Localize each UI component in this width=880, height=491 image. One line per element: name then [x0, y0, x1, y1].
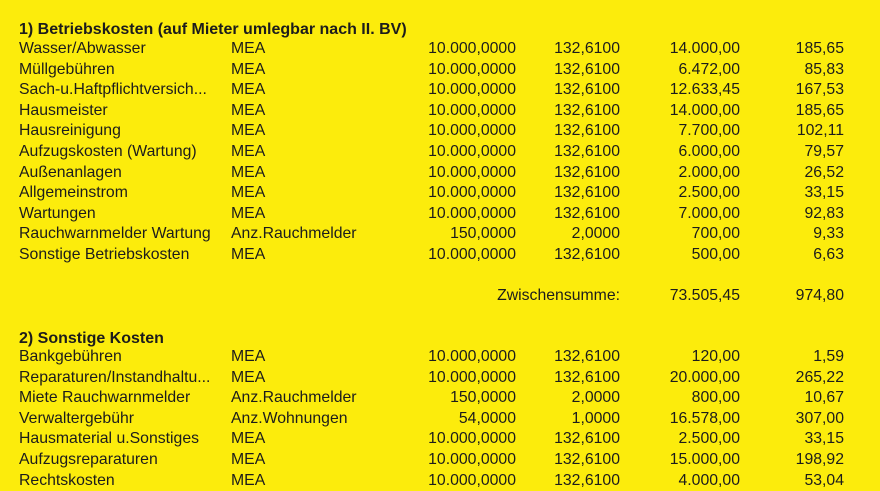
- total-cost: 2.000,00: [678, 163, 740, 181]
- total-cost: 2.500,00: [678, 430, 740, 448]
- total-units: 10.000,0000: [428, 471, 516, 489]
- tenant-share-amount: 167,53: [795, 81, 844, 99]
- tenant-share-amount: 102,11: [796, 122, 844, 140]
- table-row: [0, 80, 880, 101]
- cost-item-name: Aufzugsreparaturen: [19, 451, 158, 468]
- total-units: 10.000,0000: [428, 348, 516, 365]
- unit-share: 132,6100: [554, 204, 620, 222]
- unit-share: 1,0000: [571, 409, 620, 427]
- tenant-share-amount: 26,52: [804, 163, 844, 181]
- total-units: 10.000,0000: [428, 204, 516, 222]
- subtotal-amount: 974,80: [795, 287, 844, 304]
- cost-item-name: Wartungen: [19, 204, 96, 222]
- total-units: 10.000,0000: [428, 101, 516, 119]
- table-row: [0, 471, 880, 491]
- subtotal-label: Zwischensumme:: [497, 287, 620, 304]
- unit-share: 132,6100: [554, 101, 620, 119]
- table-row: [0, 163, 880, 184]
- section1-subtotal-row: [0, 285, 880, 306]
- allocation-key: MEA: [231, 246, 266, 263]
- table-row: [0, 39, 880, 60]
- unit-share: 132,6100: [554, 451, 620, 468]
- table-row: [0, 245, 880, 266]
- table-row: [0, 450, 880, 471]
- tenant-share-amount: 53,04: [804, 471, 844, 489]
- table-row: [0, 388, 880, 409]
- allocation-key: MEA: [231, 368, 266, 386]
- cost-item-name: Aufzugskosten (Wartung): [19, 143, 197, 160]
- tenant-share-amount: 265,22: [795, 368, 844, 386]
- allocation-key: MEA: [231, 122, 266, 140]
- table-row: [0, 368, 880, 389]
- unit-share: 132,6100: [554, 471, 620, 489]
- allocation-key: MEA: [231, 430, 266, 448]
- total-units: 54,0000: [458, 409, 516, 427]
- cost-item-name: Hausmaterial u.Sonstiges: [19, 430, 199, 448]
- section1-title: 1) Betriebskosten (auf Mieter umlegbar nach II. BV): [19, 21, 407, 38]
- total-units: 10.000,0000: [428, 163, 516, 181]
- allocation-key: MEA: [231, 471, 266, 489]
- cost-item-name: Allgemeinstrom: [19, 184, 128, 202]
- subtotal-cost: 73.505,45: [669, 287, 740, 304]
- total-cost: 700,00: [691, 225, 740, 243]
- unit-share: 132,6100: [554, 122, 620, 140]
- allocation-key: MEA: [231, 143, 266, 160]
- tenant-share-amount: 92,83: [804, 204, 844, 222]
- total-cost: 6.472,00: [678, 60, 740, 78]
- allocation-key: MEA: [231, 451, 266, 468]
- tenant-share-amount: 307,00: [795, 409, 844, 427]
- tenant-share-amount: 185,65: [795, 101, 844, 119]
- total-units: 10.000,0000: [428, 60, 516, 78]
- cost-item-name: Reparaturen/Instandhaltu...: [19, 368, 211, 386]
- table-row: [0, 142, 880, 163]
- total-units: 150,0000: [450, 389, 516, 407]
- cost-item-name: Sonstige Betriebskosten: [19, 246, 190, 263]
- total-cost: 6.000,00: [678, 143, 740, 160]
- unit-share: 132,6100: [554, 348, 620, 365]
- cost-item-name: Hausreinigung: [19, 122, 121, 140]
- unit-share: 132,6100: [554, 60, 620, 78]
- unit-share: 132,6100: [554, 143, 620, 160]
- cost-item-name: Rechtskosten: [19, 471, 115, 489]
- allocation-key: MEA: [231, 204, 266, 222]
- allocation-key: Anz.Wohnungen: [231, 409, 348, 427]
- total-cost: 4.000,00: [678, 471, 740, 489]
- tenant-share-amount: 33,15: [804, 430, 844, 448]
- table-row: [0, 121, 880, 142]
- allocation-key: MEA: [231, 101, 266, 119]
- allocation-key: Anz.Rauchmelder: [231, 225, 357, 243]
- allocation-key: MEA: [231, 81, 266, 99]
- total-units: 10.000,0000: [428, 184, 516, 202]
- total-cost: 14.000,00: [669, 40, 740, 57]
- total-cost: 7.700,00: [678, 122, 740, 140]
- allocation-key: MEA: [231, 163, 266, 181]
- total-cost: 12.633,45: [669, 81, 740, 99]
- cost-item-name: Miete Rauchwarnmelder: [19, 389, 191, 407]
- unit-share: 132,6100: [554, 430, 620, 448]
- total-units: 10.000,0000: [428, 81, 516, 99]
- total-units: 10.000,0000: [428, 143, 516, 160]
- allocation-key: MEA: [231, 348, 266, 365]
- cost-item-name: Wasser/Abwasser: [19, 40, 146, 57]
- total-cost: 20.000,00: [669, 368, 740, 386]
- total-cost: 2.500,00: [678, 184, 740, 202]
- unit-share: 132,6100: [554, 40, 620, 57]
- tenant-share-amount: 33,15: [804, 184, 844, 202]
- total-cost: 14.000,00: [669, 101, 740, 119]
- tenant-share-amount: 85,83: [804, 60, 844, 78]
- cost-item-name: Bankgebühren: [19, 348, 122, 365]
- total-units: 10.000,0000: [428, 40, 516, 57]
- total-units: 10.000,0000: [428, 246, 516, 263]
- total-cost: 7.000,00: [678, 204, 740, 222]
- allocation-key: MEA: [231, 184, 266, 202]
- table-row: [0, 183, 880, 204]
- total-cost: 500,00: [691, 246, 740, 263]
- total-units: 10.000,0000: [428, 451, 516, 468]
- total-units: 150,0000: [450, 225, 516, 243]
- table-row: [0, 204, 880, 225]
- table-row: [0, 224, 880, 245]
- unit-share: 2,0000: [571, 225, 620, 243]
- tenant-share-amount: 9,33: [813, 225, 844, 243]
- unit-share: 132,6100: [554, 368, 620, 386]
- table-row: [0, 60, 880, 81]
- table-row: [0, 101, 880, 122]
- table-row: [0, 429, 880, 450]
- unit-share: 132,6100: [554, 184, 620, 202]
- unit-share: 132,6100: [554, 163, 620, 181]
- tenant-share-amount: 10,67: [804, 389, 844, 407]
- section2-title: 2) Sonstige Kosten: [19, 330, 164, 347]
- cost-item-name: Hausmeister: [19, 101, 108, 119]
- total-units: 10.000,0000: [428, 368, 516, 386]
- tenant-share-amount: 185,65: [795, 40, 844, 57]
- total-cost: 15.000,00: [669, 451, 740, 468]
- table-row: [0, 409, 880, 430]
- cost-item-name: Müllgebühren: [19, 60, 115, 78]
- tenant-share-amount: 79,57: [804, 143, 844, 160]
- tenant-share-amount: 6,63: [813, 246, 844, 263]
- allocation-key: MEA: [231, 40, 266, 57]
- tenant-share-amount: 198,92: [795, 451, 844, 468]
- cost-item-name: Verwaltergebühr: [19, 409, 135, 427]
- total-units: 10.000,0000: [428, 122, 516, 140]
- unit-share: 2,0000: [571, 389, 620, 407]
- total-cost: 120,00: [691, 348, 740, 365]
- cost-item-name: Außenanlagen: [19, 163, 122, 181]
- total-cost: 16.578,00: [669, 409, 740, 427]
- total-cost: 800,00: [691, 389, 740, 407]
- total-units: 10.000,0000: [428, 430, 516, 448]
- unit-share: 132,6100: [554, 81, 620, 99]
- table-row: [0, 347, 880, 368]
- cost-item-name: Rauchwarnmelder Wartung: [19, 225, 211, 243]
- cost-item-name: Sach-u.Haftpflichtversich...: [19, 81, 207, 99]
- allocation-key: Anz.Rauchmelder: [231, 389, 357, 407]
- allocation-key: MEA: [231, 60, 266, 78]
- tenant-share-amount: 1,59: [813, 348, 844, 365]
- unit-share: 132,6100: [554, 246, 620, 263]
